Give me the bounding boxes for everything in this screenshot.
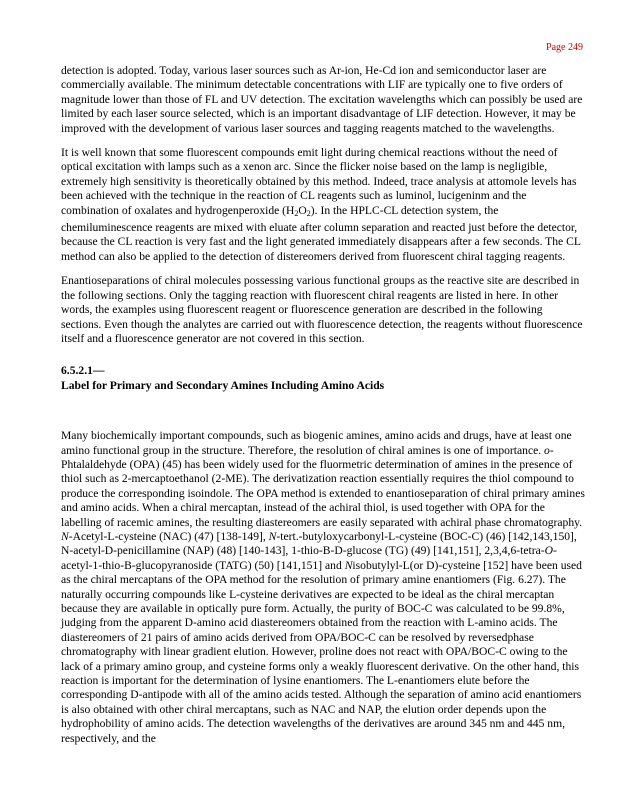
section-number: 6.5.2.1— xyxy=(61,364,105,378)
subscript: 2 xyxy=(294,208,299,218)
italic-text: N xyxy=(344,558,353,572)
paragraph-text: ). In the HPLC-CL detection system, the chemiluminescence reagents are mixed with eluate after column separation and reacted just before the detector, because the CL reaction is very fast and the light generated immediately disappears after a few seconds. The CL method can also be applied to the detection of distereomers derived from fluorescent chiral tagging reagents. xyxy=(61,203,581,263)
paragraph-text: Many biochemically important compounds, such as biogenic amines, amino acids and drugs, have at least one amino functional group in the structure. Therefore, the resolution of chiral amines is one of importance. xyxy=(61,429,572,457)
italic-text: N xyxy=(268,529,277,543)
paragraph-chemiluminescence xyxy=(61,146,585,264)
paragraph-text: -tert.-butyloxycarbonyl-L-cysteine (BOC-C) (46) [142,143,150], N-acetyl-D-penicillamine (NAP) (48) [140-143], 1-thio-B-D-glucose (TG) (49) [141,151], 2,3,4,6-tetra- xyxy=(61,529,577,558)
paragraph-text: -Acetyl-L-cysteine (NAC) (47) [138-149], xyxy=(68,529,269,543)
italic-text: N xyxy=(61,529,69,543)
paragraph-text: It is well known that some fluorescent compounds emit light during chemical reactions without the need of optical excitation with lamps such as a xenon arc. Since the flicker noise based on the lamp is negligible, extremely high sensitivity is theoretically obtained by this method. Indeed, trace analysis at attomole levels has been achieved with the technique in the reaction of CL reagents such as luminol, lucigeninm and the combination of oxalates and hydrogenperoxide (H xyxy=(61,146,577,217)
paragraph-amines xyxy=(61,429,585,746)
paragraph-text: -Phtalaldehyde (OPA) (45) has been widely used for the fluormetric determination of amines in the presence of thiol such as 2-mercaptoethanol (2-ME). The derivatization reaction essentially requires the thiol compound to produce the corresponding isoindole. The OPA method is extended to enantioseparation of chiral primary amines and amino acids. When a chiral mercaptan, instead of the achiral thiol, is used together with OPA for the labelling of racemic amines, the resulting diastereomers are easily separated with achiral phase chromatography. xyxy=(61,443,585,529)
subscript: 2 xyxy=(306,208,311,218)
page-number: Page 249 xyxy=(546,42,583,53)
paragraph-lif-detection: detection is adopted. Today, various laser sources such as Ar-ion, He-Cd ion and semiconductor laser are commercially available. The minimum detectable concentrations with LIF are typically one to five orders of magnitude lower than those of FL and UV detection. The excitation wavelengths which can possibly be used are limited by each laser source selected, which is an important disadvantage of LIF detection. However, it may be improved with the development of various laser sources and tagging reagents matched to the wavelengths. xyxy=(61,64,583,135)
italic-text: O xyxy=(544,544,553,558)
paragraph-text: isobutylyl-L(or D)-cysteine [152] have been used as the chiral mercaptans of the OPA method for the resolution of primary amine enantiomers (Fig. 6.27). The naturally occurring compounds like L-cysteine derivatives are expected to be ideal as the chiral mercaptan because they are available in optically pure form. Actually, the purity of BOC-C was calculated to be 99.8%, judging from the apparent D-amino acid diastereomers obtained from the reaction with L-amino acids. The diastereomers of 21 pairs of amino acids derived from OPA/BOC-C can be resolved by reversedphase chromatography with linear gradient elution. However, proline does not react with OPA/BOC-C owing to the lack of a primary amino group, and cysteine forms only a weakly fluorescent derivative. On the other hand, this reaction is important for the determination of lysine enantiomers. The L-enantiomers elute before the corresponding D-antipode with all of the amino acids tested. Although the separation of amino acid enantiomers is also obtained with other chiral mercaptans, such as NAC and NAP, the elution order depends upon the hydrophobility of amino acids. The detection wavelengths of the derivatives are around 345 nm and 445 nm, respectively, and the xyxy=(61,558,582,745)
section-title: Label for Primary and Secondary Amines Including Amino Acids xyxy=(61,378,385,392)
italic-text: o xyxy=(544,443,550,457)
paragraph-text: -acetyl-1-thio-B-glucopyranoside (TATG) (50) [141,151] and xyxy=(61,544,557,572)
paragraph-text: O xyxy=(298,203,307,217)
document-body xyxy=(61,64,585,756)
paragraph-enantioseparations: Enantioseparations of chiral molecules possessing various functional groups as the reactive site are described in the following sections. Only the tagging reaction with fluorescent chiral reagents are listed in here. In other words, the examples using fluorescent reagent or fluorescence generation are described in the following sections. Even though the analytes are carried out with fluorescence detection, the reagents without fluorescence itself and a fluorescence generator are not covered in this section. xyxy=(61,274,583,345)
